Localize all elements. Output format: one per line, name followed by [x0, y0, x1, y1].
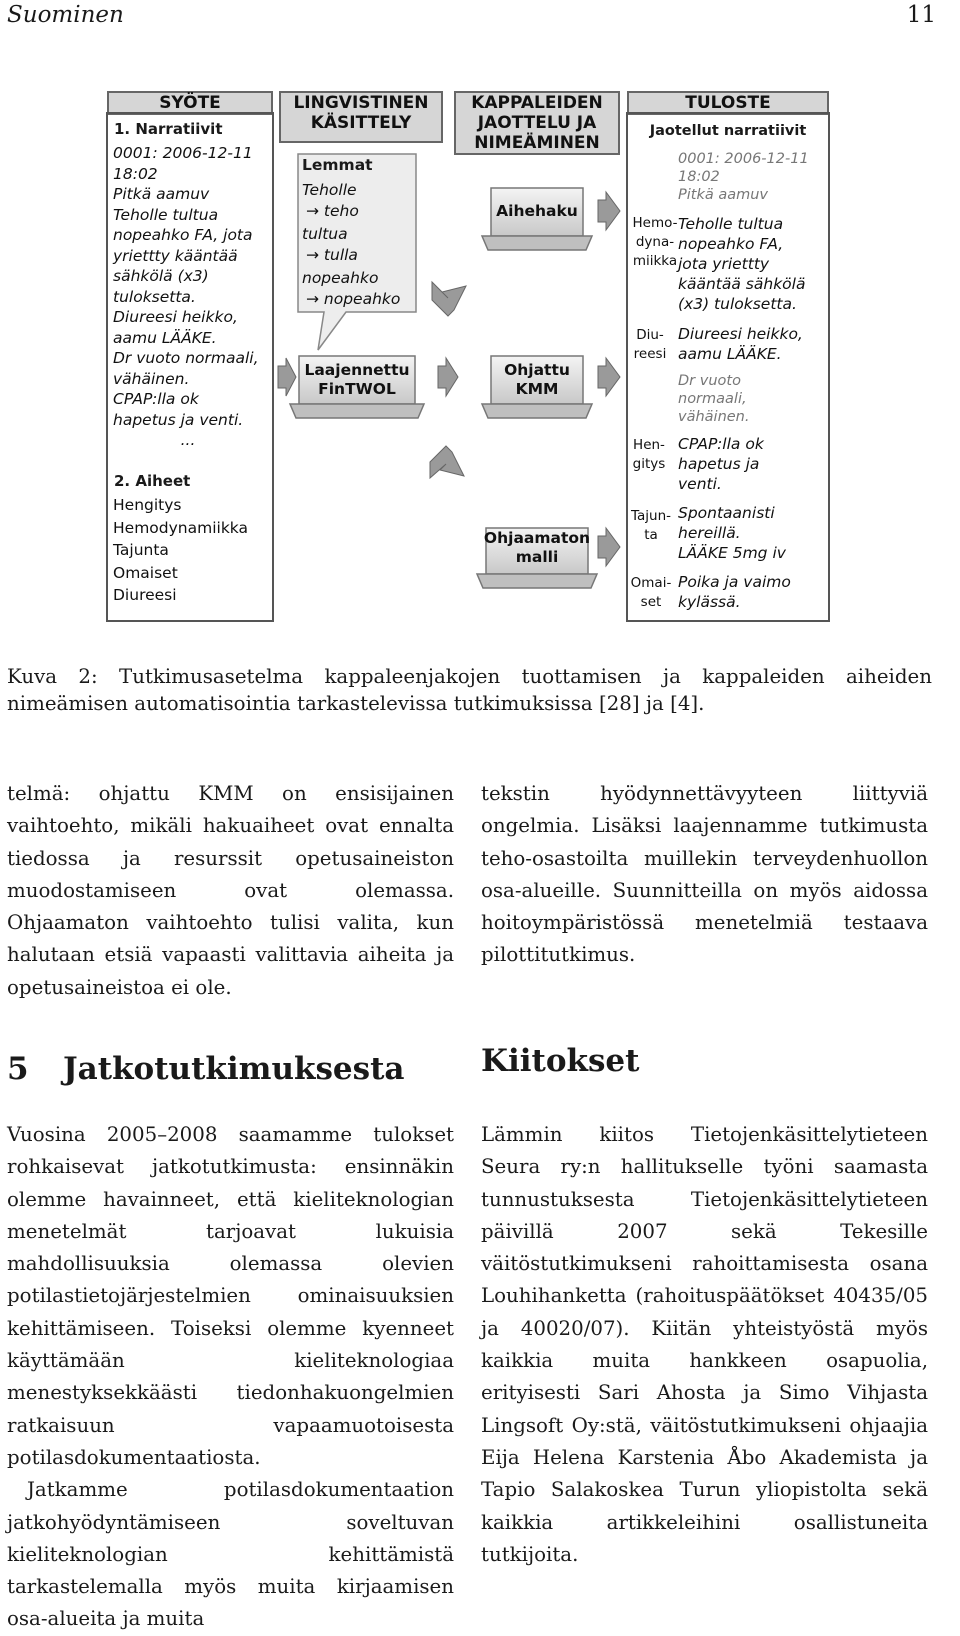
narratives-title: 1. Narratiivit [114, 120, 223, 138]
lemma-word: nopeahko [302, 269, 379, 287]
narrative-line: tuloksetta. [113, 287, 196, 306]
output-segment-5: Spontaanisti hereillä. LÄÄKE 5mg iv [678, 504, 786, 562]
topic-item: Tajunta [113, 541, 169, 559]
topic-item: Hemodynamiikka [113, 518, 248, 537]
topic-item: Omaiset [113, 563, 178, 582]
right-column-lower [481, 1119, 928, 1571]
section-number: 5 [7, 1051, 29, 1087]
left-paragraph-1: telmä: ohjattu KMM on ensisijainen vaihtoehto, mikäli hakuaiheet ovat ennalta tiedossa ja resurssit opetusaineiston muodostamiseen ovat olemassa. Ohjaamaton vaihtoehto tulisi valita, kun halutaan etsiä vapaasti valittavia aiheita ja opetusaineistoa ei ole. [7, 782, 454, 999]
topic-item: Diureesi [113, 586, 177, 604]
topics-title: 2. Aiheet [114, 472, 191, 490]
arrow-input-to-fintwol [278, 358, 296, 396]
section-heading-acknowledgements: Kiitokset [481, 1043, 640, 1079]
output-title: Jaotellut narratiivit [649, 123, 807, 139]
output-segment-1: Teholle tultua nopeahko FA, jota yriettty kääntää sähkölä (x3) tuloksetta. [678, 215, 806, 313]
research-setup-figure [0, 0, 960, 660]
narrative-line: 18:02 [113, 164, 158, 183]
output-segment-4: CPAP:lla ok hapetus ja venti. [678, 435, 764, 493]
lemma-title: Lemmat [302, 156, 373, 174]
left-paragraph-3: Jatkamme potilasdokumentaation jatkohyödyntämiseen soveltuvan kieliteknologian kehittämistä tarkastelemalla myös muita kirjaamisen osa-alueita ja muita [7, 1478, 454, 1631]
output-segment-0: 0001: 2006-12-11 18:02 Pitkä aamuv [678, 151, 809, 203]
narrative-line: aamu LÄÄKE. [113, 328, 217, 347]
lemma-list [302, 180, 400, 309]
narrative-line: yriettty kääntää [113, 246, 238, 265]
left-column-lower [7, 1119, 454, 1636]
output-label-diuresis: Diu- reesi [633, 327, 667, 362]
lemma-word: Teholle [302, 181, 357, 199]
output-label-consciousness: Tajun- ta [630, 508, 672, 543]
right-column [481, 778, 928, 972]
output-segment-3: Dr vuoto normaali, vähäinen. [678, 373, 750, 425]
narrative-line: sähkölä (x3) [113, 267, 209, 285]
lemma-base: → teho [306, 201, 359, 220]
narrative-line: 0001: 2006-12-11 [113, 144, 253, 162]
output-segment-2: Diureesi heikko, aamu LÄÄKE. [678, 325, 803, 363]
narrative-line: vähäinen. [113, 369, 190, 388]
arrow-fintwol-to-unsupervised [430, 446, 464, 478]
narrative-line: Teholle tultua [113, 205, 219, 224]
output-segment-6: Poika ja vaimo kylässä. [678, 573, 791, 611]
arrow-fintwol-to-search [432, 282, 466, 316]
output-label-relatives: Omai- set [630, 575, 672, 610]
narratives-list [113, 143, 271, 451]
figure-caption: Kuva 2: Tutkimusasetelma kappaleenjakojen tuottamisen ja kappaleiden aiheiden nimeämisen automatisointia tarkastelevissa tutkimuksissa [28] ja [4]. [7, 665, 932, 715]
running-header-author: Suominen [7, 2, 124, 28]
narrative-line: nopeahko FA, jota [113, 226, 253, 244]
arrow-unsupervised-to-output [598, 528, 620, 566]
col-header-linguistic: LINGVISTINEN KÄSITTELY [293, 93, 429, 133]
output-label-hemodynamics: Hemo- dyna- miikka [632, 215, 678, 269]
output-label-breathing: Hen- gitys [632, 437, 666, 472]
laptop-label-unsupervised: Ohjaamaton malli [483, 529, 591, 566]
col-header-segmentation: KAPPALEIDEN JAOTTELU JA NIMEÄMINEN [471, 93, 603, 153]
left-column [7, 778, 454, 1004]
narrative-line: Dr vuoto normaali, [113, 349, 259, 367]
topic-item: Hengitys [113, 496, 182, 514]
narrative-line: Diureesi heikko, [113, 308, 238, 326]
arrow-search-to-output [598, 192, 620, 230]
right-paragraph-2: Lämmin kiitos Tietojenkäsittelytieteen Seura ry:n hallitukselle työni saamasta tunnustuksesta Tietojenkäsittelytieteen päivillä 2007 sekä Tekesille väitöstutkimukseni rahoittamisesta osana Louhihanketta (rahoituspäätökset 40435/05 ja 40020/07). Kiitän yhteistyöstä myös kaikkia muita hankkeen osapuolia, erityisesti Sari Ahosta ja Simo Vihjasta Lingsoft Oy:stä, väitöstutkimukseni ohjaajia Eija Helena Karstenia Åbo Akademista ja Tapio Salakoskea Turun yliopistolta sekä kaikkia artikkeleihini osallistuneita tutkijoita. [481, 1123, 928, 1566]
col-header-output: TULOSTE [685, 93, 771, 113]
lemma-base: → tulla [306, 245, 358, 264]
topics-list [113, 494, 248, 607]
right-paragraph-1: tekstin hyödynnettävyyteen liittyviä ongelmia. Lisäksi laajennamme tutkimusta teho-osastoilta muillekin terveydenhuollon osa-alueille. Suunnitteilla on myös aidossa hoitoympäristössä menetelmiä testaava pilottitutkimus. [481, 782, 928, 967]
section-title: Jatkotutkimuksesta [63, 1051, 405, 1087]
narrative-line: Pitkä aamuv [113, 185, 210, 203]
narrative-line: CPAP:lla ok [113, 390, 199, 408]
laptop-label-search: Aihehaku [496, 202, 578, 220]
lemma-word: tultua [302, 225, 348, 243]
narrative-ellipsis: ... [180, 431, 196, 449]
section-heading-5 [7, 1051, 405, 1087]
left-paragraph-2: Vuosina 2005–2008 saamamme tulokset rohkaisevat jatkotutkimusta: ensinnäkin olemme havainneet, että kieliteknologian menetelmät tarjoavat lukuisia mahdollisuuksia olemassa olevien potilastietojärjestelmien ominaisuuksien kehittämiseen. Toiseksi olemme kyenneet käyttämään kieliteknologiaa menestyksekkäästi tiedonhakuongelmien ratkaisuun vapaamuotoisesta potilasdokumentaatiosta. [7, 1123, 454, 1469]
col-header-input: SYÖTE [159, 93, 221, 113]
page-number: 11 [906, 2, 936, 28]
lemma-base: → nopeahko [306, 289, 401, 308]
narrative-line: hapetus ja venti. [113, 410, 244, 429]
arrow-kmm-to-output [598, 358, 620, 396]
arrow-fintwol-to-kmm [438, 358, 458, 396]
laptop-label-kmm: Ohjattu KMM [504, 361, 570, 398]
laptop-label-fintwol: Laajennettu FinTWOL [304, 361, 410, 398]
